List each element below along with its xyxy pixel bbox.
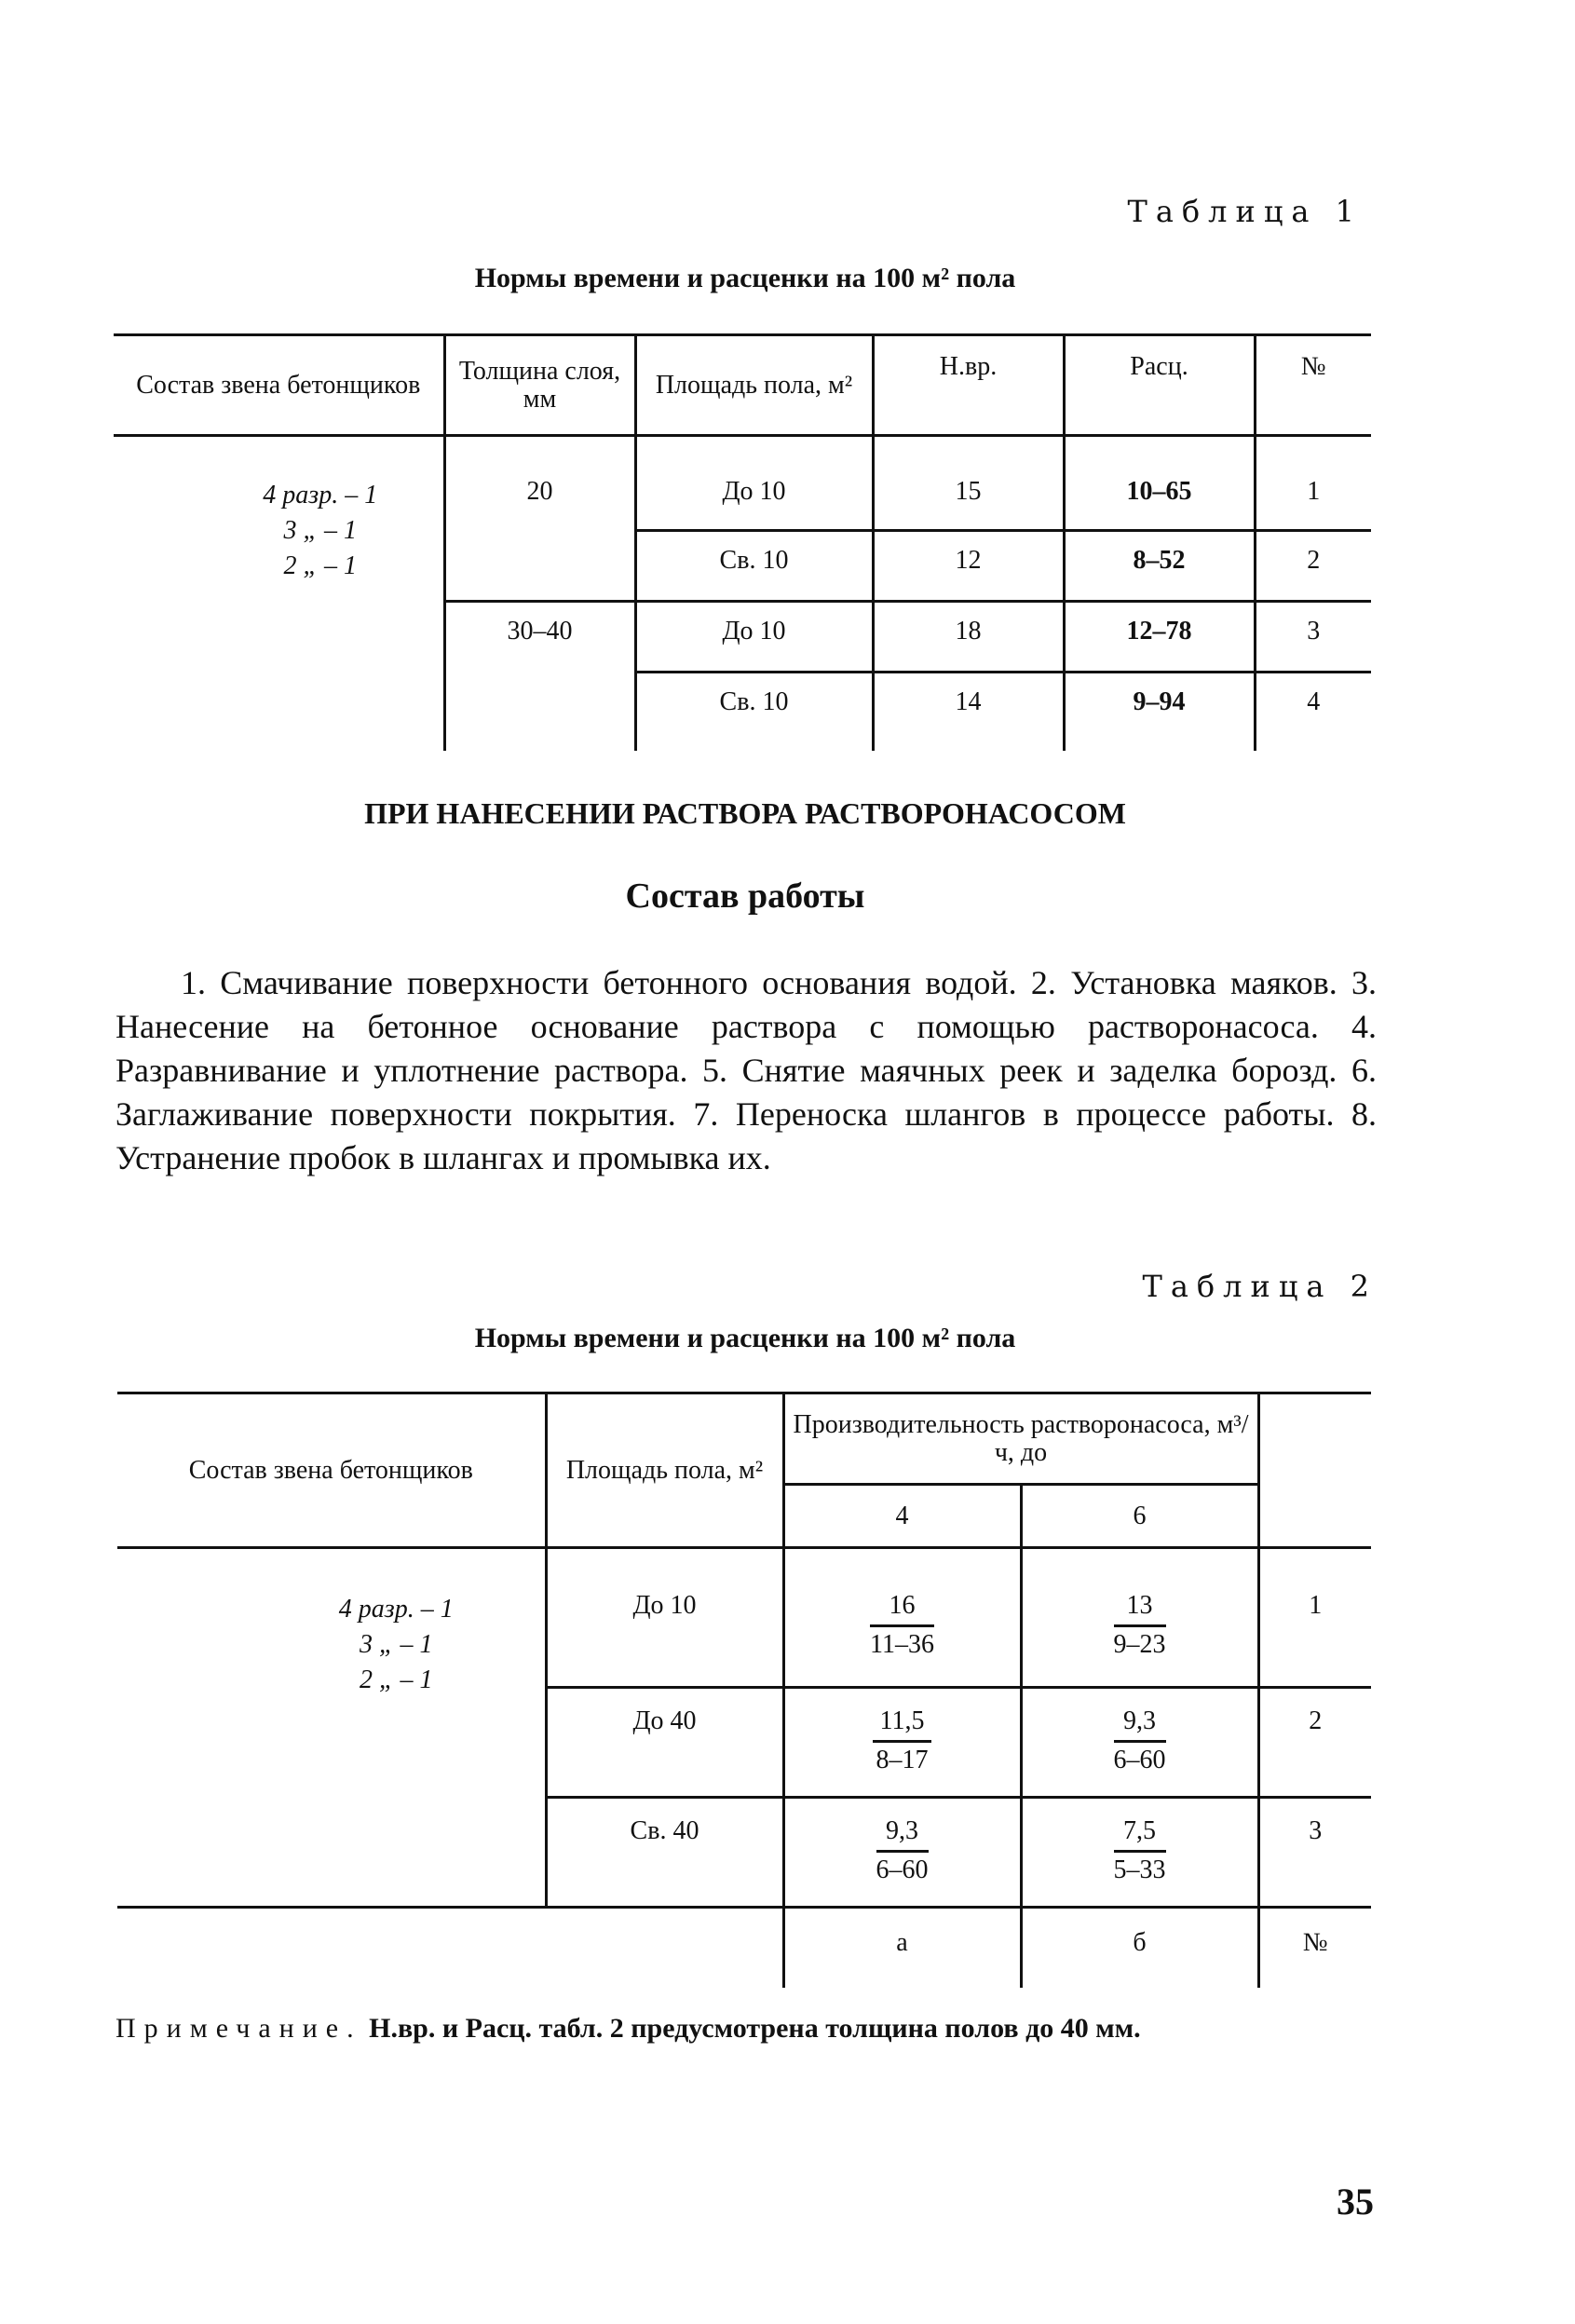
t2-value-a xyxy=(783,1798,1021,1908)
t2-value-b xyxy=(1021,1688,1258,1798)
t2-value-b xyxy=(1021,1798,1258,1908)
t2-area-cell: Св. 40 xyxy=(546,1798,783,1908)
t2-value-a-top: 11,5 xyxy=(873,1707,932,1743)
table2-footer-row xyxy=(117,1908,1371,1988)
t1-num-cell: 1 xyxy=(1255,436,1371,531)
t2-footer-num: № xyxy=(1258,1908,1371,1988)
section-heading: ПРИ НАНЕСЕНИИ РАСТВОРА РАСТВОРОНАСОСОМ xyxy=(364,796,1126,830)
t2-header-empty xyxy=(1258,1393,1371,1548)
table2-note xyxy=(115,2010,1377,2047)
t1-hvr-cell: 14 xyxy=(873,673,1064,751)
t2-crew-line: 4 разр. – 1 xyxy=(338,1595,454,1624)
t2-num-cell: 2 xyxy=(1258,1688,1371,1798)
t1-num-cell: 4 xyxy=(1255,673,1371,751)
t1-area-cell: До 10 xyxy=(635,602,873,673)
t2-value-a xyxy=(783,1688,1021,1798)
t2-value-b-bottom: 9–23 xyxy=(1113,1630,1166,1660)
t1-crew-line: 4 разр. – 1 xyxy=(263,481,378,510)
t2-value-b-top: 7,5 xyxy=(1114,1817,1166,1853)
t2-value-b-bottom: 6–60 xyxy=(1113,1746,1166,1775)
t2-num-cell: 3 xyxy=(1258,1798,1371,1908)
table2-caption: Нормы времени и расценки на 100 м² пола xyxy=(474,1323,1016,1353)
t2-footer-empty xyxy=(546,1908,783,1988)
t1-rate-cell: 10–65 xyxy=(1064,436,1255,531)
t1-thickness-cell: 30–40 xyxy=(444,602,635,751)
table1-header-row xyxy=(114,335,1371,436)
t2-header-area: Площадь пола, м² xyxy=(546,1393,783,1548)
t1-hvr-cell: 15 xyxy=(873,436,1064,531)
table1-caption: Нормы времени и расценки на 100 м² пола xyxy=(474,263,1016,293)
t2-value-b xyxy=(1021,1548,1258,1688)
t1-crew-cell xyxy=(114,436,444,751)
table2-header-row xyxy=(117,1393,1371,1485)
t2-header-col-a: 4 xyxy=(783,1485,1021,1548)
t1-area-cell: Св. 10 xyxy=(635,531,873,602)
table1-label: Таблица 1 xyxy=(1127,194,1363,229)
t2-footer-col-b: б xyxy=(1021,1908,1258,1988)
table1 xyxy=(114,333,1371,751)
t1-header-num: № xyxy=(1255,335,1371,436)
t2-crew-cell xyxy=(117,1548,546,1908)
t2-header-crew: Состав звена бетонщиков xyxy=(188,1455,473,1485)
t2-header-col-b: 6 xyxy=(1021,1485,1258,1548)
t1-header-area: Площадь пола, м² xyxy=(635,335,873,436)
t2-value-a-top: 16 xyxy=(870,1592,934,1627)
table-row xyxy=(114,436,1371,531)
t1-crew-line: 3 „ – 1 xyxy=(283,515,358,545)
t2-value-a-bottom: 8–17 xyxy=(876,1746,929,1775)
t1-header-thickness: Толщина слоя, мм xyxy=(444,335,635,436)
t2-footer-col-a: а xyxy=(783,1908,1021,1988)
work-title: Состав работы xyxy=(625,877,865,916)
t2-value-a-bottom: 6–60 xyxy=(876,1855,929,1885)
t1-num-cell: 2 xyxy=(1255,531,1371,602)
t2-footer-empty xyxy=(117,1908,546,1988)
t2-value-a xyxy=(783,1548,1021,1688)
t2-value-b-top: 13 xyxy=(1114,1592,1166,1627)
t1-area-cell: До 10 xyxy=(635,436,873,531)
t2-value-b-bottom: 5–33 xyxy=(1113,1855,1166,1885)
page-number: 35 xyxy=(1337,2181,1374,2222)
t2-value-b-top: 9,3 xyxy=(1114,1707,1166,1743)
t2-crew-line: 3 „ – 1 xyxy=(359,1629,433,1659)
t1-header-hvr: Н.вр. xyxy=(873,335,1064,436)
t2-value-a-top: 9,3 xyxy=(876,1817,929,1853)
t1-rate-cell: 12–78 xyxy=(1064,602,1255,673)
t1-hvr-cell: 18 xyxy=(873,602,1064,673)
note-label: Примечание. xyxy=(115,2013,362,2044)
t2-crew-line: 2 „ – 1 xyxy=(359,1665,433,1694)
work-description: 1. Смачивание поверхности бетонного основания водой. 2. Установка маяков. 3. Нанесение на бетонное основание раствора с помощью растворонасоса. 4. Разравнивание и уплотнение раствора. 5. Снятие маячных реек и заделка борозд. 6. Заглаживание поверхности покрытия. 7. Переноска шлангов в процессе работы. 8. Устранение пробок в шлангах и промывка их. xyxy=(115,964,1377,1176)
t2-area-cell: До 40 xyxy=(546,1688,783,1798)
t1-hvr-cell: 12 xyxy=(873,531,1064,602)
t1-header-crew: Состав звена бетонщиков xyxy=(136,370,421,400)
t1-crew-line: 2 „ – 1 xyxy=(283,550,358,580)
t1-rate-cell: 9–94 xyxy=(1064,673,1255,751)
note-text: Н.вр. и Расц. табл. 2 предусмотрена толщина полов до 40 мм. xyxy=(369,2013,1141,2044)
t2-header-productivity: Производительность растворонасоса, м³/ч, до xyxy=(783,1393,1258,1485)
t1-num-cell: 3 xyxy=(1255,602,1371,673)
t1-rate-cell: 8–52 xyxy=(1064,531,1255,602)
table2-label: Таблица 2 xyxy=(1142,1269,1378,1304)
table2 xyxy=(117,1392,1371,1988)
t2-area-cell: До 10 xyxy=(546,1548,783,1688)
table-row xyxy=(117,1548,1371,1688)
t1-area-cell: Св. 10 xyxy=(635,673,873,751)
t1-thickness-cell: 20 xyxy=(444,436,635,602)
t1-header-rate: Расц. xyxy=(1064,335,1255,436)
t2-value-a-bottom: 11–36 xyxy=(870,1630,934,1660)
t2-num-cell: 1 xyxy=(1258,1548,1371,1688)
